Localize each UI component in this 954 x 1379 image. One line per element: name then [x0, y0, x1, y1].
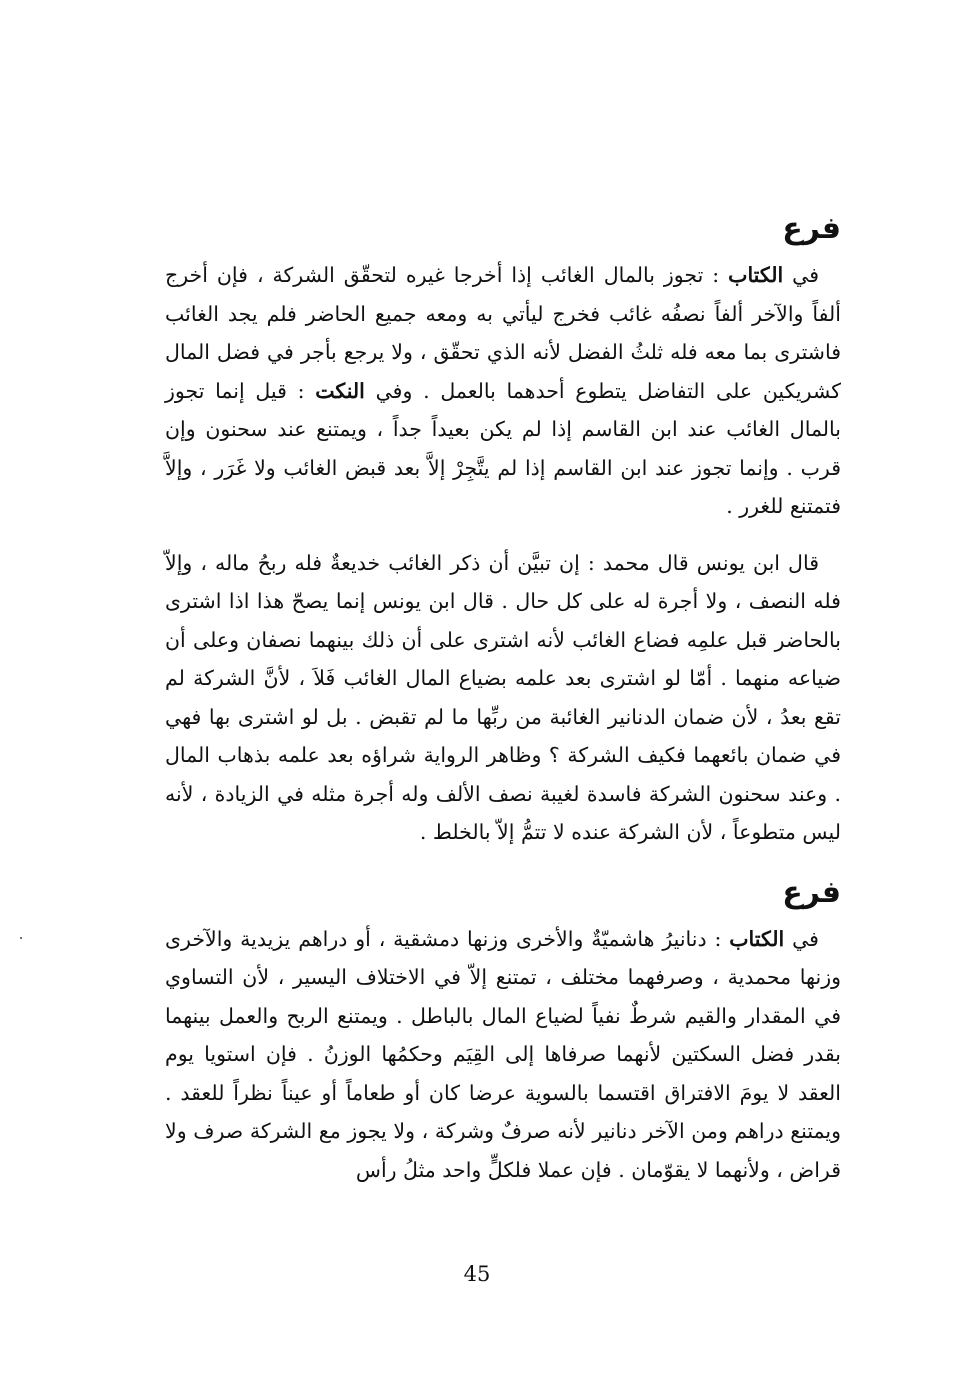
- paragraph-1-bold-kitab: الكتاب: [728, 263, 784, 287]
- paragraph-1-text-b: : قيل إنما تجوز بالمال الغائب عند ابن القاسم إذا لم يكن بعيداً جداً ، ويمتنع عند سحنون وإن قرب . وإنما تجوز عند ابن القاسم إذا لم يتَّجِرْ إلاَّ بعد قبض الغائب ولا غَرَر ، وإلاَّ فتمتنع للغرر .: [165, 378, 841, 518]
- paragraph-1-lead: في: [792, 263, 819, 287]
- paragraph-1-bold-nukat: النكت: [315, 378, 365, 403]
- paragraph-3-lead: في: [792, 926, 819, 951]
- section-heading-2: فرع: [782, 874, 841, 910]
- scan-speck: [20, 937, 22, 939]
- paragraph-1: [165, 256, 841, 526]
- page-number: 45: [463, 1262, 491, 1286]
- section-heading-1: فرع: [782, 211, 841, 246]
- paragraph-3-text: : دنانيرُ هاشميّةٌ والأخرى وزنها دمشقية ، أو دراهم يزيدية والآخرى وزنها محمدية ، وصرفهما مختلف ، تمتنع إلاّ في الاختلاف اليسير ، لأن التساوي في المقدار والقيم شرطٌ نفياً لضياع المال بالباطل . ويمتنع الربح والعمل بينهما بقدر فضل السكتين لأنهما صرفاها إلى القِيَم وحكمُها الوزنُ . فإن استويا يوم العقد لا يومَ الافتراق اقتسما بالسوية عرضا كان أو طعاماً أو عيناً نظراً للعقد . ويمتنع دراهم ومن الآخر دنانير لأنه صرفٌ وشركة ، ولا يجوز مع الشركة صرف ولا قراض ، ولأنهما لا يقوّمان . فإن عملا فلكلٍّ واحد مثلُ رأس: [165, 926, 841, 1182]
- paragraph-2: قال ابن يونس قال محمد : إن تبيَّن أن ذكر الغائب خديعةٌ فله ربحُ ماله ، وإلاّ فله النصف ، ولا أجرة له على كل حال . قال ابن يونس إنما يصحّ هذا اذا اشترى بالحاضر قبل علمِه فضاع الغائب لأنه اشترى على أن ذلك بينهما نصفان وعلى أن ضياعه منهما . أمّا لو اشترى بعد علمه بضياع المال الغائب فَلاَ ، لأنَّ الشركة لم تقع بعدُ ، لأن ضمان الدنانير الغائبة من ربِّها ما لم تقبض . بل لو اشترى بها فهي في ضمان بائعهما فكيف الشركة ؟ وظاهر الرواية شراؤه بعد علمه بذهاب المال . وعند سحنون الشركة فاسدة لغيبة نصف الألف وله أجرة مثله في الزيادة ، لأنه ليس متطوعاً ، لأن الشركة عنده لا تتمُّ إلاّ بالخلط .: [165, 550, 841, 844]
- paragraph-1-text-a: : تجوز بالمال الغائب إذا أخرجا غيره لتحقّق الشركة ، فإن أخرج ألفاً والآخر ألفاً نصفُه غائب فخرج ليأتي به ومعه جميع الحاضر فلم يجد الغائب فاشترى بما معه فله ثلثُ الفضل لأنه الذي تحقّق ، ولا يرجع بأجر في فضل المال كشريكين على التفاضل يتطوع أحدهما بالعمل . وفي: [165, 263, 841, 403]
- page-body: [165, 206, 841, 1189]
- paragraph-3: [165, 920, 841, 1190]
- paragraph-3-bold-kitab: الكتاب: [729, 926, 785, 951]
